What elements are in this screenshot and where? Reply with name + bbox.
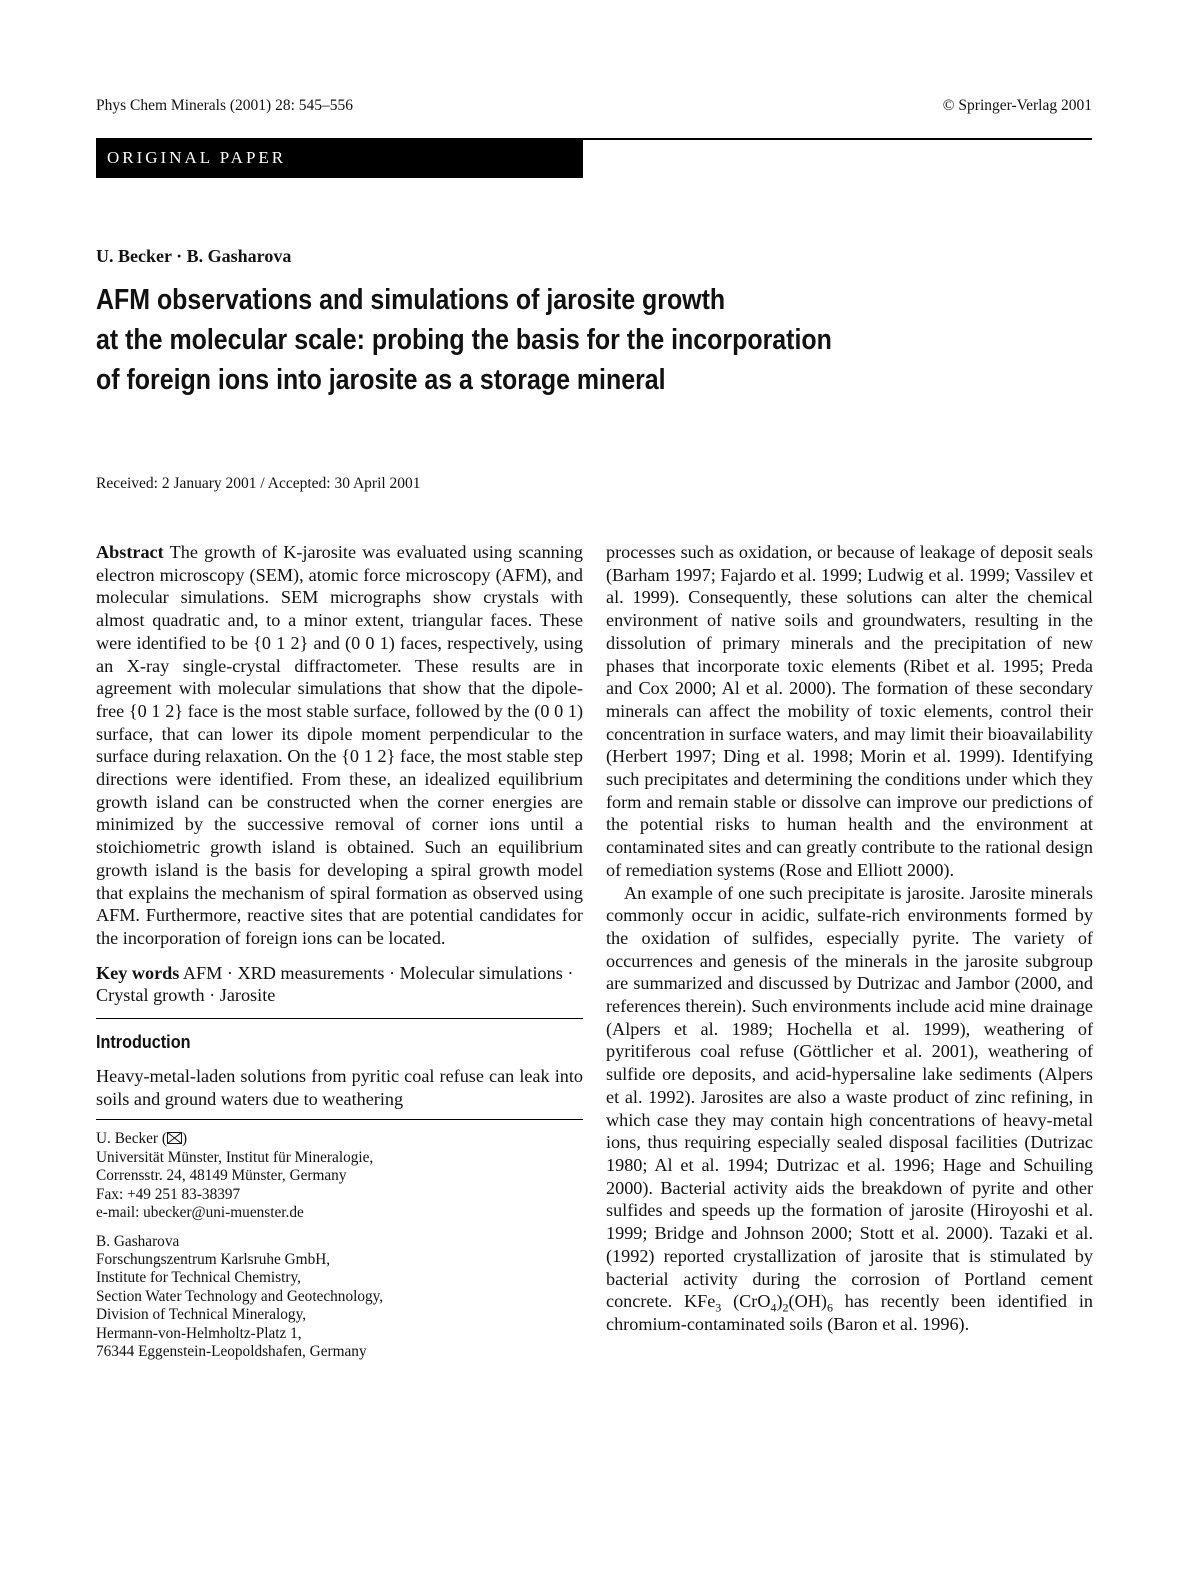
author1-footnote	[96, 1130, 583, 1222]
affiliation-line: Universität Münster, Institut für Mineralogie,	[96, 1148, 374, 1166]
abstract-text: The growth of K-jarosite was evaluated using scanning electron microscopy (SEM), atomic force microscopy (AFM), and molecular simulations. SEM micrographs show crystals with almost quadratic and, to a minor extent, triangular faces. These were identified to be {0 1 2} and (0 0 1) faces, respectively, using an X-ray single-crystal diffractometer. These results are in agreement with molecular simulations that show that the dipole-free {0 1 2} face is the most stable surface, followed by the (0 0 1) surface, that can lower its dipole moment perpendicular to the surface during relaxation. On the {0 1 2} face, the most stable step directions were identified. From these, an idealized equilibrium growth island can be constructed when the corner energies are minimized by the successive removal of corner ions until a stoichiometric growth island is obtained. Such an equilibrium growth island is the basis for developing a spiral growth model that explains the mechanism of spiral formation as observed using AFM. Furthermore, reactive sites that are potential candidates for the incorporation of foreign ions can be located.	[96, 542, 584, 948]
affiliation-line: 76344 Eggenstein-Leopoldshafen, Germany	[96, 1342, 367, 1360]
affiliation-line: Institute for Technical Chemistry,	[96, 1269, 301, 1287]
body-paragraph: An example of one such precipitate is jarosite. Jarosite minerals commonly occur in acidic, sulfate-rich environments formed by the oxidation of sulfides, especially pyrite. The variety of occurrences and genesis of the minerals in the jarosite subgroup are summarized and discussed by Dutrizac and Jambor (2000, and references therein). Such environments include acid mine drainage (Alpers et al. 1989; Hochella et al. 1999), weathering of pyritiferous coal refuse (Göttlicher et al. 2001), weathering of sulfide ore deposits, and acid-hypersaline lake sediments (Alpers et al. 1992). Jarosites are also a waste product of zinc refining, in which case they may contain high concentrations of heavy-metal ions, thus requiring especially sealed disposal facilities (Dutrizac 1980; Al et al. 1994; Dutrizac et al. 1996; Hage and Schuiling 2000). Bacterial activity aids the breakdown of pyrite and other sulfides and speeds up the formation of jarosite (Hiroyoshi et al. 1999; Bridge and Johnson 2000; Stott et al. 2000). Tazaki et al. (1992) reported crystallization of jarosite that is stimulated by bacterial activity during the corrosion of Portland cement concrete. KFe$_3$ $(CrO_4)_2(OH)_6$ has recently been identified in chromium-contaminated soils (Baron et al. 1996).	[606, 882, 1093, 1334]
section-rule	[96, 1018, 583, 1019]
left-column	[96, 541, 583, 1361]
keywords-text: AFM · XRD measurements · Molecular simulations · Crystal growth · Jarosite	[96, 962, 574, 1006]
affiliation-line: Hermann-von-Helmholtz-Platz 1,	[96, 1324, 302, 1342]
affiliation-line: Forschungszentrum Karlsruhe GmbH,	[96, 1250, 331, 1268]
body-paragraph: processes such as oxidation, or because of leakage of deposit seals (Barham 1997; Fajardo et al. 1999; Ludwig et al. 1999; Vassilev et al. 1999). Consequently, these solutions can alter the chemical environment of native soils and groundwaters, resulting in the dissolution of primary minerals and the precipitation of new phases that incorporate toxic elements (Ribet et al. 1995; Preda and Cox 2000; Al et al. 2000). The formation of these secondary minerals can affect the mobility of toxic elements, control their concentration in surface waters, and may limit their bioavailability (Herbert 1997; Ding et al. 1998; Morin et al. 1999). Identifying such precipitates and determining the conditions under which they form and remain stable or dissolve can improve our predictions of the potential risks to human health and the environment at contaminated sites and can greatly contribute to the rational design of remediation systems (Rose and Elliott 2000).	[606, 542, 1093, 880]
affiliation-line: Corrensstr. 24, 48149 Münster, Germany	[96, 1167, 347, 1185]
right-column	[606, 541, 1093, 1336]
title-line: at the molecular scale: probing the basis for the incorporation	[96, 324, 832, 356]
abstract-label: Abstract	[96, 542, 164, 562]
journal-reference: Phys Chem Minerals (2001) 28: 545–556	[96, 97, 354, 114]
section-banner: ORIGINAL PAPER	[96, 138, 583, 178]
keywords-label: Key words	[96, 962, 180, 983]
title-line: of foreign ions into jarosite as a storage mineral	[96, 364, 666, 396]
affiliation-line: Section Water Technology and Geotechnology,	[96, 1287, 384, 1305]
author2-footnote	[96, 1233, 583, 1362]
title-line: AFM observations and simulations of jarosite growth	[96, 284, 726, 316]
introduction-heading: Introduction	[96, 1032, 191, 1053]
author-footnotes	[96, 1130, 583, 1361]
affiliation-line: Fax: +49 251 83-38397	[96, 1185, 241, 1203]
copyright-notice: © Springer-Verlag 2001	[942, 97, 1092, 114]
keywords	[96, 962, 583, 1007]
author2-name: B. Gasharova	[96, 1232, 180, 1250]
received-accepted-dates: Received: 2 January 2001 / Accepted: 30 April 2001	[96, 475, 421, 492]
paper-title	[96, 280, 956, 400]
introduction-text: Heavy-metal-laden solutions from pyritic coal refuse can leak into soils and ground waters due to weathering	[96, 1066, 583, 1109]
envelope-icon	[167, 1132, 182, 1144]
affiliation-line: Division of Technical Mineralogy,	[96, 1306, 307, 1324]
author-line: U. Becker · B. Gasharova	[96, 246, 292, 266]
author1-name: U. Becker ( )	[96, 1130, 188, 1148]
header-rule	[583, 138, 1092, 140]
footnote-rule	[96, 1119, 583, 1120]
email-line: e-mail: ubecker@uni-muenster.de	[96, 1204, 304, 1222]
abstract	[96, 541, 583, 950]
